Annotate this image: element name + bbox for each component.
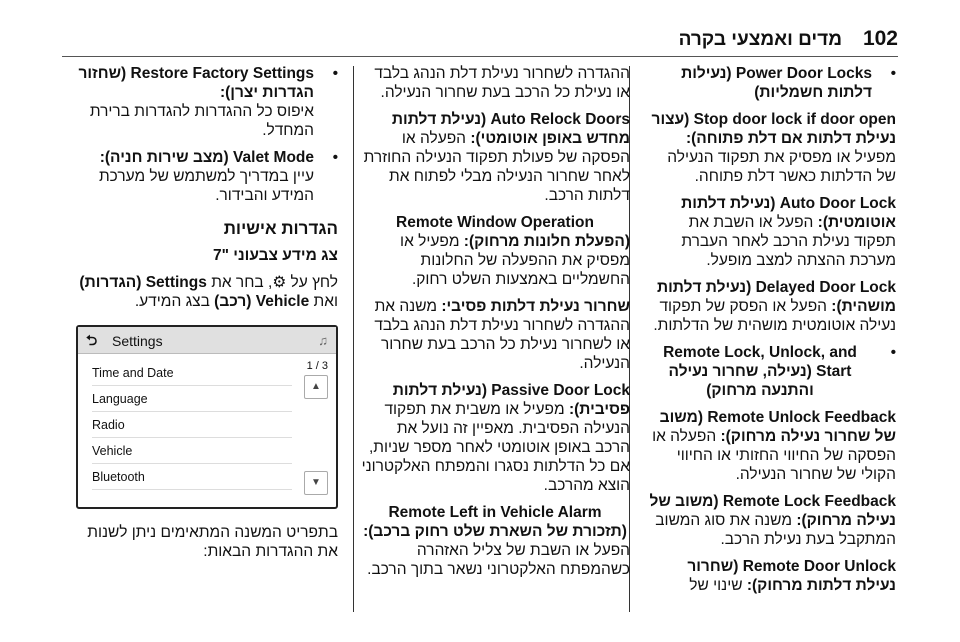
list-item: • Power Door Locks (נעילות דלתות חשמליות) (681, 65, 896, 101)
bullet-icon: • (332, 65, 338, 82)
bullet-icon: • (332, 149, 338, 166)
setting-auto-relock-doors: Auto Relock Doors (נעילת דלתות מחדש באופן אוטומטי): הפעלה או הפסקה של פעולת תפקוד הנעילה החוזרת לאחר שחרור הנעילה מבלי לפתוח את דלתות הרכב. (363, 111, 630, 204)
setting-remote-window-operation: Remote Window Operation (הפעלת חלונות מרחוק): מפעיל או מפסיק את ההפעלה של החלונות החשמליים באמצעות השלט רחוק. (396, 214, 630, 288)
settings-screen-figure (76, 325, 338, 509)
list-item: • Remote Lock, Unlock, and Start (נעילה, שחרור נעילה והתנעה מרחוק) (663, 344, 896, 399)
screen-menu-item[interactable]: Time and Date (92, 361, 292, 386)
subsection-title: צג מידע צבעוני "7 (213, 247, 338, 264)
setting-auto-door-lock: Auto Door Lock (נעילת דלתות אוטומטית): הפעל או השבת את תפקוד נעילת הרכב לאחר העברת מערכת ההצתה למצב מופעל. (681, 195, 896, 269)
setting-passive-door-lock: Passive Door Lock (נעילת דלתות פסיבית): מפעיל או משבית את תפקוד הנעילה הפסיבית. מאפיין זה נועל את הרכב באופן אוטומטי לאחר מספר שניות, אם כל הדלתות נסגרו והמפתח האלקטרוני הוצא מהרכב. (361, 382, 630, 494)
column-right (648, 64, 896, 603)
bullet-icon: • (890, 344, 896, 361)
gear-icon: ⚙ (272, 274, 287, 291)
music-note-icon: ♫ (318, 333, 328, 348)
screen-menu-item[interactable]: Radio (92, 413, 292, 438)
page-number: 102 (862, 27, 898, 50)
page-indicator: 1 / 3 (306, 360, 328, 372)
screen-menu-item[interactable]: Vehicle (92, 439, 292, 464)
list-item: • Valet Mode (מצב שירות חניה): עיין במדריך למשתמש של מערכת המידע והבידור. (98, 149, 338, 204)
setting-passive-door-unlock: שחרור נעילת דלתות פסיבי: משנה את ההגדרה לשחרור נעילת דלת הנהג בלבד או לשחרור נעילת כל הרכב בעת שחרור הנעילה. (374, 298, 630, 372)
screen-menu-item[interactable]: Bluetooth (92, 465, 292, 490)
scroll-up-button[interactable]: ▲ (304, 375, 328, 399)
screen-menu-item[interactable]: Language (92, 387, 292, 412)
header-rule (62, 56, 898, 57)
page-title: מדים ואמצעי בקרה (678, 29, 842, 50)
setting-stop-door-lock: Stop door lock if door open (עצור נעילת דלתות אם דלת פתוחה): מפעיל או מפסיק את תפקוד הנעילה של הדלתות כאשר דלת פתוחה. (651, 111, 896, 185)
instruction-paragraph: לחץ על ⚙, בחר את Settings (הגדרות) ואת Vehicle (רכב) בצג המידע. (79, 274, 338, 310)
screen-title-bar (78, 327, 336, 354)
bullet-icon: • (890, 65, 896, 82)
setting-remote-unlock-feedback: Remote Unlock Feedback (משוב של שחרור נעילה מרחוק): הפעלה או הפסקה של החיווי החזותי או החיווי הקולי של שחרור הנעילה. (652, 409, 896, 483)
paragraph: ההגדרה לשחרור נעילת דלת הנהג בלבד או נעילת כל הרכב בעת שחרור הנעילה. (374, 65, 630, 101)
setting-remote-door-unlock: Remote Door Unlock (שחרור נעילת דלתות מרחוק): שינוי של (687, 558, 896, 594)
scroll-down-button[interactable]: ▼ (304, 471, 328, 495)
page-header (0, 0, 960, 62)
setting-delayed-door-lock: Delayed Door Lock (נעילת דלתות מושהית): הפעל או הפסק של תפקוד נעילה אוטומטית מושהית של הדלתות. (653, 279, 896, 334)
column-middle (360, 64, 630, 587)
figure-caption: בתפריט המשנה המתאימים ניתן לשנות את ההגדרות הבאות: (87, 524, 338, 560)
screen-title: Settings (112, 333, 163, 349)
column-left (76, 64, 338, 569)
list-item: • Restore Factory Settings (שחזור הגדרות יצרן): איפוס כל ההגדרות להגדרות ברירת המחדל. (78, 65, 338, 139)
section-title: הגדרות אישיות (223, 219, 338, 238)
column-divider (353, 66, 354, 612)
setting-remote-left-in-vehicle: Remote Left in Vehicle Alarm (תזכורת של השארת שלט רחוק ברכב): הפעל או השבת של צליל האזהרה כשהמפתח האלקטרוני נשאר בתוך הרכב. (363, 504, 630, 578)
back-icon[interactable]: ⮌ (86, 332, 98, 348)
setting-remote-lock-feedback: Remote Lock Feedback (משוב של נעילה מרחוק): משנה את סוג המשוב המתקבל בעת נעילת הרכב. (649, 493, 896, 548)
